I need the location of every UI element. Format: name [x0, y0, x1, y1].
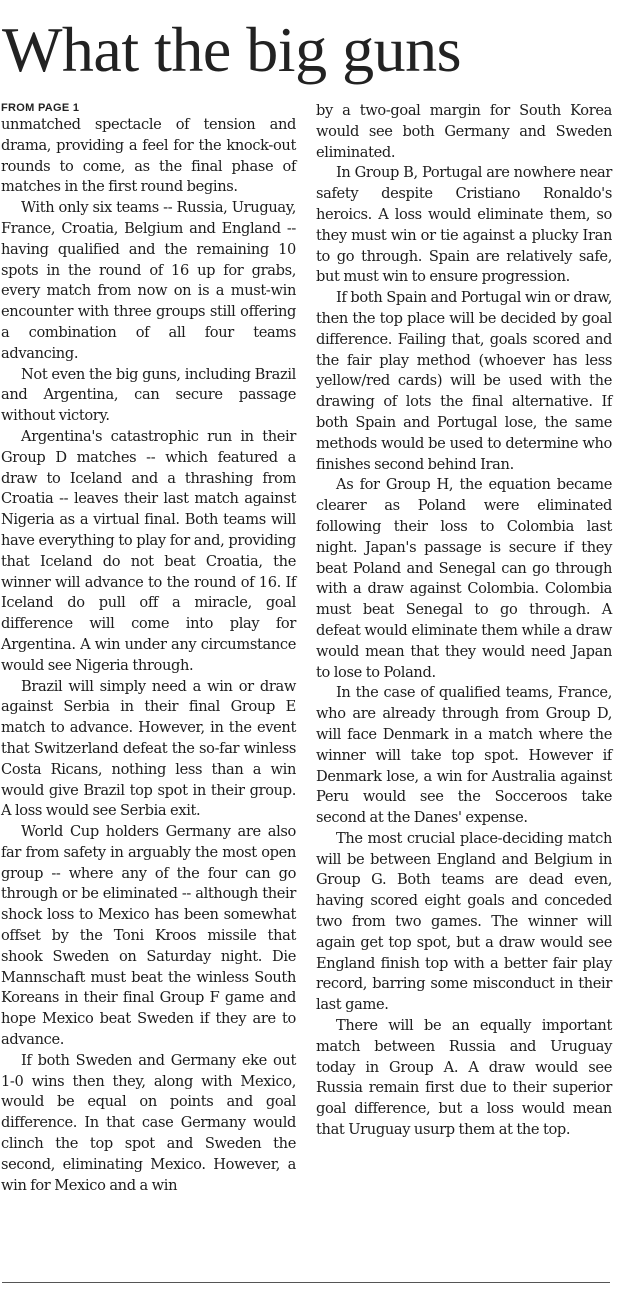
- right-column: [316, 101, 612, 1141]
- paragraph: World Cup holders Germany are also far from safety in arguably the most open group -- where any of the four can go through or be eliminated -- although their shock loss to Mexico has been somewhat offset by the Toni Kroos missile that shook Sweden on Saturday night. Die Mannschaft must beat the winless South Koreans in their final Group F game and hope Mexico beat Sweden if they are to advance.: [1, 823, 296, 1049]
- paragraph: In Group B, Portugal are nowhere near safety despite Cristiano Ronaldo's heroics. A loss would eliminate them, so they must win or tie against a plucky Iran to go through. Spain are relatively safe, but must win to ensure progression.: [316, 164, 612, 286]
- bottom-rule: [2, 1282, 610, 1283]
- column-gutter: [306, 104, 307, 1274]
- headline: What the big guns: [2, 14, 461, 85]
- paragraph: If both Spain and Portugal win or draw, then the top place will be decided by goal difference. Failing that, goals scored and the fair play method (whoever has less yellow/red cards) will be used with the drawing of lots the final alternative. If both Spain and Portugal lose, the same methods would be used to determine who finishes second behind Iran.: [316, 289, 612, 473]
- paragraph: With only six teams -- Russia, Uruguay, France, Croatia, Belgium and England -- having qualified and the remaining 10 spots in the round of 16 up for grabs, every match from now on is a must-win encounter with three groups still offering a combination of all four teams advancing.: [1, 199, 296, 362]
- paragraph: unmatched spectacle of tension and drama, providing a feel for the knock-out rounds to come, as the final phase of matches in the first round begins.: [1, 116, 296, 196]
- paragraph: Not even the big guns, including Brazil and Argentina, can secure passage without victory.: [1, 365, 296, 425]
- paragraph: As for Group H, the equation became clearer as Poland were eliminated following their loss to Colombia last night. Japan's passage is secure if they beat Poland and Senegal can go through with a draw against Colombia. Colombia must beat Senegal to go through. A defeat would eliminate them while a draw would mean that they would need Japan to lose to Poland.: [316, 476, 612, 681]
- paragraph: The most crucial place-deciding match will be between England and Belgium in Group G. Both teams are dead even, having scored eight goals and conceded two from two games. The winner will again get top spot, but a draw would see England finish top with a better fair play record, barring some misconduct in their last game.: [316, 829, 612, 1014]
- paragraph: Brazil will simply need a win or draw against Serbia in their final Group E match to advance. However, in the event that Switzerland defeat the so-far winless Costa Ricans, nothing less than a win would give Brazil top spot in their group. A loss would see Serbia exit.: [1, 677, 296, 820]
- paragraph: If both Sweden and Germany eke out 1-0 wins then they, along with Mexico, would be equal on points and goal difference. In that case Germany would clinch the top spot and Sweden the second, eliminating Mexico. However, a win for Mexico and a win: [1, 1051, 296, 1194]
- kicker-from-page-1: FROM PAGE 1: [1, 102, 80, 114]
- left-column: [1, 101, 296, 1196]
- paragraph: Argentina's catastrophic run in their Group D matches -- which featured a draw to Iceland and a thrashing from Croatia -- leaves their last match against Nigeria as a virtual final. Both teams will have everything to play for and, providing that Iceland do not beat Croatia, the winner will advance to the round of 16. If Iceland do pull off a miracle, goal difference will come into play for Argentina. A win under any circumstance would see Nigeria through.: [1, 427, 296, 674]
- paragraph: There will be an equally important match between Russia and Uruguay today in Group A. A draw would see Russia remain first due to their superior goal difference, but a loss would mean that Uruguay usurp them at the top.: [316, 1017, 612, 1139]
- paragraph: In the case of qualified teams, France, who are already through from Group D, will face Denmark in a match where the winner will take top spot. However if Denmark lose, a win for Australia against Peru would see the Socceroos take second at the Danes' expense.: [316, 684, 612, 827]
- paragraph: by a two-goal margin for South Korea would see both Germany and Sweden eliminated.: [316, 102, 612, 161]
